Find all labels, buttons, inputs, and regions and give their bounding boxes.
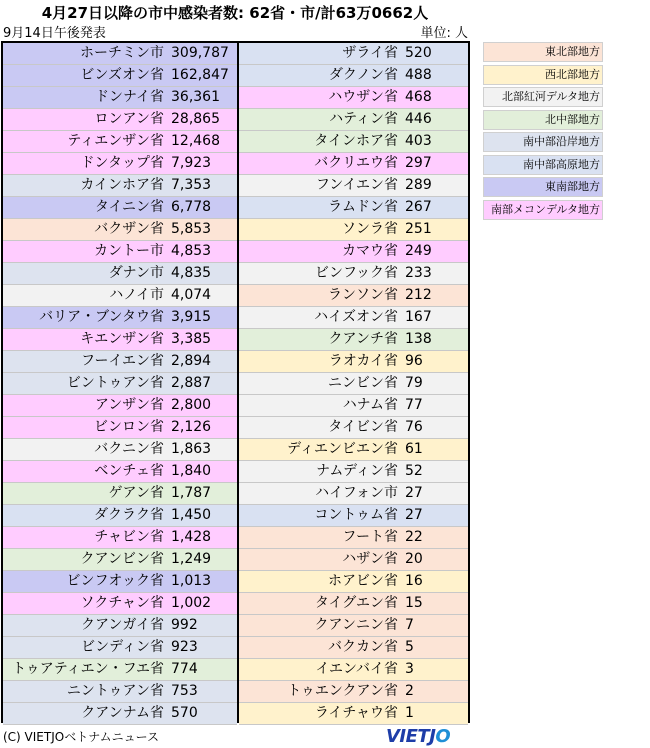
case-count: 1,428: [171, 529, 212, 545]
province-name: カインホア省: [80, 177, 164, 193]
province-name: カマウ省: [342, 243, 398, 259]
province-name: ランソン省: [328, 287, 398, 303]
case-count: 79: [405, 375, 423, 391]
case-count: 3: [405, 661, 414, 677]
table-row: [239, 527, 468, 549]
province-name: ハノイ市: [109, 287, 164, 303]
legend-label: 西北部地方: [545, 67, 600, 81]
province-name: バクニン省: [94, 441, 164, 457]
province-name: ドンナイ省: [94, 89, 164, 105]
table-row: [3, 505, 237, 527]
table-row: [239, 87, 468, 109]
table-row: [3, 593, 237, 615]
table-row: [239, 373, 468, 395]
table-row: [239, 549, 468, 571]
table-row: [3, 681, 237, 703]
province-name: ソクチャン省: [80, 595, 164, 611]
case-count: 1,863: [171, 441, 212, 457]
case-count: 4,074: [171, 287, 212, 303]
case-count: 1: [405, 705, 414, 721]
province-name: イエンバイ省: [315, 661, 398, 677]
table-row: [239, 615, 468, 637]
table-row: [3, 417, 237, 439]
legend-item: [483, 65, 603, 85]
province-name: バリア・ブンタウ省: [39, 309, 164, 325]
case-count: 520: [405, 45, 432, 61]
province-name: コントゥム省: [314, 507, 398, 523]
case-count: 167: [405, 309, 432, 325]
province-name: ドンタップ省: [80, 155, 164, 171]
case-count: 1,787: [171, 485, 212, 501]
table-row: [3, 351, 237, 373]
table-row: [3, 307, 237, 329]
province-name: クアンニン省: [314, 617, 398, 633]
case-count: 28,865: [171, 111, 220, 127]
legend-item: [483, 87, 603, 107]
table-row: [3, 571, 237, 593]
province-name: ダクラク省: [94, 507, 164, 523]
legend-label: 東北部地方: [545, 45, 600, 58]
table-row: [239, 395, 468, 417]
province-name: バクリエウ省: [314, 155, 398, 171]
table-row: [3, 659, 237, 681]
table-row: [239, 307, 468, 329]
case-count: 1,249: [171, 551, 212, 567]
table-row: [3, 131, 237, 153]
table-row: [239, 219, 468, 241]
province-name: クアンビン省: [80, 551, 164, 567]
table-row: [3, 263, 237, 285]
table-row: [239, 329, 468, 351]
table-row: [239, 439, 468, 461]
table-row: [239, 351, 468, 373]
case-count: 212: [405, 287, 432, 303]
legend-item: [483, 110, 603, 130]
case-count: 7,353: [171, 177, 212, 193]
case-count: 5: [405, 639, 414, 655]
case-count: 1,840: [171, 463, 212, 479]
table-row: [239, 175, 468, 197]
legend-item: [483, 42, 603, 62]
case-count: 488: [405, 67, 432, 83]
case-count: 20: [405, 551, 423, 567]
table-row: [239, 593, 468, 615]
province-name: ビントゥアン省: [66, 375, 164, 391]
province-name: ハウザン省: [328, 89, 398, 105]
case-count: 4,853: [171, 243, 212, 259]
province-name: ダクノン省: [328, 67, 398, 83]
legend-label: 北中部地方: [545, 112, 600, 126]
case-count: 7,923: [171, 155, 212, 171]
legend-label: 南中部沿岸地方: [523, 135, 600, 148]
logo-accent-text: O: [435, 726, 451, 747]
case-count: 138: [405, 331, 432, 347]
province-name: ニントゥアン省: [66, 683, 164, 699]
table-row: [3, 703, 237, 725]
province-name: ラムドン省: [328, 199, 398, 215]
province-name: ビンロン省: [94, 419, 164, 435]
province-name: ザライ省: [342, 45, 398, 61]
case-count: 5,853: [171, 221, 212, 237]
province-name: フンイエン省: [315, 177, 398, 193]
case-count: 7: [405, 617, 414, 633]
province-name: キエンザン省: [80, 331, 164, 347]
case-count: 4,835: [171, 265, 212, 281]
province-name: ディエンビエン省: [287, 441, 398, 457]
legend-item: [483, 132, 603, 152]
case-count: 27: [405, 485, 423, 501]
province-name: ビンフック省: [314, 265, 398, 281]
copyright-credit: (C) VIETJOベトナムニュース: [3, 730, 160, 744]
table-row: [3, 637, 237, 659]
province-name: バクカン省: [328, 639, 398, 655]
case-count: 2,126: [171, 419, 212, 435]
table-row: [239, 659, 468, 681]
case-count: 27: [405, 507, 423, 523]
case-count: 1,450: [171, 507, 212, 523]
table-row: [239, 417, 468, 439]
case-count: 6,778: [171, 199, 212, 215]
legend-label: 東南部地方: [545, 180, 600, 193]
case-count: 289: [405, 177, 432, 193]
case-count: 12,468: [171, 133, 220, 149]
province-name: チャビン省: [94, 529, 164, 545]
province-name: フート省: [342, 529, 398, 545]
case-count: 96: [405, 353, 423, 369]
legend-label: 北部紅河デルタ地方: [501, 90, 600, 103]
province-name: ハティン省: [329, 111, 398, 127]
table-row: [3, 197, 237, 219]
case-count: 923: [171, 639, 198, 655]
vietjo-logo: [386, 726, 450, 747]
case-count: 1,013: [171, 573, 212, 589]
province-name: ビンフオック省: [66, 573, 164, 589]
province-name: クアンナム省: [81, 705, 164, 721]
province-name: ハナム省: [342, 397, 398, 413]
table-row: [3, 483, 237, 505]
province-name: ベンチェ省: [94, 463, 164, 479]
announcement-date: 9月14日午後発表: [3, 26, 106, 41]
unit-label: 単位: 人: [420, 26, 468, 41]
province-name: ビンディン省: [81, 639, 164, 655]
province-name: ナムディン省: [316, 463, 398, 479]
legend-item: [483, 200, 603, 220]
table-row: [239, 263, 468, 285]
table-row: [239, 571, 468, 593]
table-row: [239, 483, 468, 505]
province-name: タイグエン省: [314, 595, 398, 611]
province-name: ハイズオン省: [314, 309, 398, 325]
table-row: [3, 219, 237, 241]
case-count: 52: [405, 463, 423, 479]
case-count: 309,787: [171, 45, 229, 61]
case-count: 233: [405, 265, 432, 281]
province-name: アンザン省: [94, 397, 164, 413]
province-name: ホアビン省: [328, 573, 398, 589]
case-count: 61: [405, 441, 423, 457]
table-row: [3, 241, 237, 263]
legend-item: [483, 177, 603, 197]
case-count: 249: [405, 243, 432, 259]
legend-item: [483, 155, 603, 175]
table-row: [3, 527, 237, 549]
province-name: タインホア省: [314, 133, 398, 149]
case-count: 1,002: [171, 595, 212, 611]
province-name: ティエンザン省: [67, 133, 164, 149]
table-row: [3, 175, 237, 197]
province-name: フーイエン省: [80, 353, 164, 369]
table-row: [239, 505, 468, 527]
case-table: [1, 41, 470, 723]
case-count: 992: [171, 617, 198, 633]
province-name: ニンビン省: [328, 375, 398, 391]
table-row: [239, 637, 468, 659]
table-row: [239, 109, 468, 131]
table-row: [239, 153, 468, 175]
case-count: 3,915: [171, 309, 212, 325]
table-row: [239, 285, 468, 307]
case-count: 3,385: [171, 331, 212, 347]
table-row: [3, 109, 237, 131]
case-count: 297: [405, 155, 432, 171]
case-count: 15: [405, 595, 423, 611]
case-count: 2: [405, 683, 414, 699]
table-row: [3, 65, 237, 87]
chart-title: 4月27日以降の市中感染者数: 62省・市/計63万0662人: [41, 4, 429, 22]
province-name: ゲアン省: [108, 485, 164, 501]
case-count: 446: [405, 111, 432, 127]
table-row: [3, 153, 237, 175]
case-count: 76: [405, 419, 423, 435]
table-row: [3, 43, 237, 65]
province-name: ソンラ省: [342, 221, 398, 237]
table-row: [239, 461, 468, 483]
case-count: 2,894: [171, 353, 212, 369]
table-row: [3, 329, 237, 351]
table-row: [3, 395, 237, 417]
case-count: 468: [405, 89, 432, 105]
table-row: [239, 197, 468, 219]
table-row: [3, 87, 237, 109]
case-count: 267: [405, 199, 432, 215]
province-name: バクザン省: [94, 221, 164, 237]
table-row: [3, 373, 237, 395]
case-count: 2,887: [171, 375, 212, 391]
table-row: [3, 285, 237, 307]
province-name: ハザン省: [342, 551, 398, 567]
case-count: 753: [171, 683, 198, 699]
table-row: [239, 241, 468, 263]
case-count: 162,847: [171, 67, 229, 83]
table-row: [239, 703, 468, 725]
province-name: ライチャウ省: [314, 705, 398, 721]
province-name: ハイフォン市: [315, 485, 398, 501]
province-name: クアンガイ省: [80, 617, 164, 633]
case-count: 251: [405, 221, 432, 237]
table-row: [3, 461, 237, 483]
table-row: [239, 681, 468, 703]
case-count: 2,800: [171, 397, 212, 413]
province-name: カントー市: [94, 243, 164, 259]
province-name: ロンアン省: [94, 111, 164, 127]
province-name: タイニン省: [94, 199, 164, 215]
case-count: 22: [405, 529, 423, 545]
case-count: 774: [171, 661, 198, 677]
case-count: 16: [405, 573, 423, 589]
table-row: [3, 615, 237, 637]
province-name: ビンズオン省: [80, 67, 164, 83]
case-count: 570: [171, 705, 198, 721]
legend-label: 南部メコンデルタ地方: [490, 202, 600, 216]
logo-main-text: VIETJ: [386, 726, 436, 747]
table-row: [3, 549, 237, 571]
province-name: クアンチ省: [328, 331, 398, 347]
province-name: トゥエンクアン省: [287, 683, 398, 699]
province-name: ダナン市: [108, 265, 164, 281]
province-name: ラオカイ省: [328, 353, 398, 369]
case-count: 403: [405, 133, 432, 149]
table-row: [239, 65, 468, 87]
case-count: 36,361: [171, 89, 220, 105]
table-row: [239, 43, 468, 65]
province-name: ホーチミン市: [80, 45, 164, 61]
table-row: [3, 439, 237, 461]
case-count: 77: [405, 397, 423, 413]
legend-label: 南中部高原地方: [523, 157, 600, 171]
table-row: [239, 131, 468, 153]
province-name: タイビン省: [328, 419, 398, 435]
province-name: トゥアティエン・フエ省: [12, 661, 164, 677]
